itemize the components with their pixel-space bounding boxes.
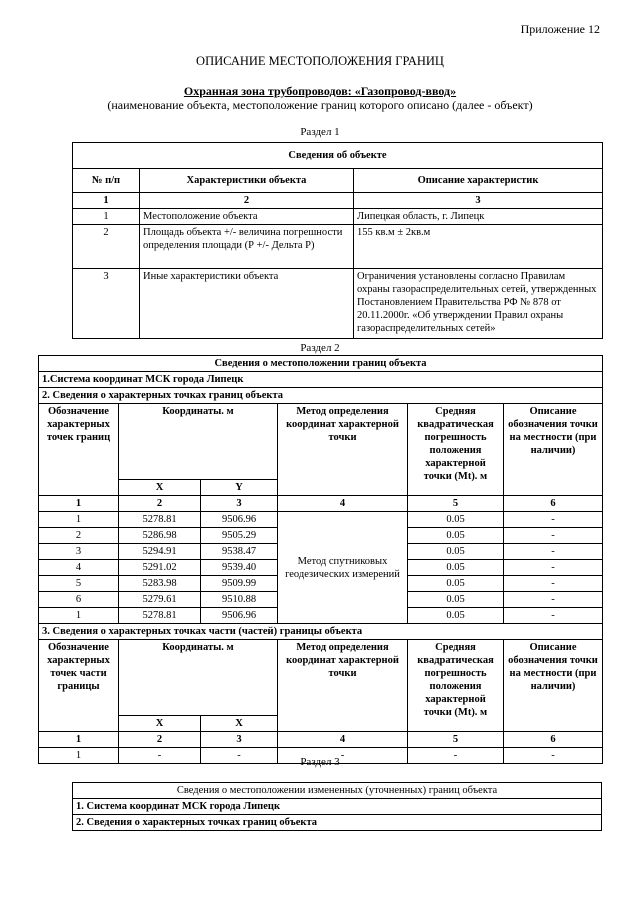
col-number: 4 bbox=[278, 732, 408, 748]
point-description: - bbox=[504, 560, 603, 576]
header-coords: Координаты. м bbox=[119, 640, 278, 716]
section3-heading: Раздел 3 bbox=[300, 756, 340, 768]
points-section-title: 2. Сведения о характерных точках границ объекта bbox=[39, 388, 603, 404]
row-value: Липецкая область, г. Липецк bbox=[354, 209, 603, 225]
header-description: Описание обозначения точки на местности (при наличии) bbox=[504, 404, 603, 496]
coordinate-system: 1.Система координат МСК города Липецк bbox=[39, 372, 603, 388]
point-x: 5278.81 bbox=[119, 608, 201, 624]
point-y: 9505.29 bbox=[201, 528, 278, 544]
point-number: 6 bbox=[39, 592, 119, 608]
header-y: Y bbox=[201, 480, 278, 496]
header-method: Метод определения координат характерной точки bbox=[278, 640, 408, 732]
section1-heading: Раздел 1 bbox=[300, 126, 340, 138]
page-title: ОПИСАНИЕ МЕСТОПОЛОЖЕНИЯ ГРАНИЦ bbox=[196, 54, 444, 68]
table-row bbox=[73, 225, 603, 269]
row-number: 1 bbox=[73, 209, 140, 225]
point-accuracy: 0.05 bbox=[408, 576, 504, 592]
boundaries-table bbox=[38, 355, 603, 764]
part-method: - bbox=[278, 748, 408, 764]
point-y: 9510.88 bbox=[201, 592, 278, 608]
point-y: 9506.96 bbox=[201, 608, 278, 624]
point-y: 9506.96 bbox=[201, 512, 278, 528]
col-number: 3 bbox=[201, 496, 278, 512]
header-y: X bbox=[201, 716, 278, 732]
col-number: 3 bbox=[354, 193, 603, 209]
row-name: Иные характеристики объекта bbox=[140, 269, 354, 339]
header-x: X bbox=[119, 716, 201, 732]
boundaries-title: Сведения о местоположении границ объекта bbox=[39, 356, 603, 372]
row-number: 3 bbox=[73, 269, 140, 339]
row-number: 2 bbox=[73, 225, 140, 269]
point-accuracy: 0.05 bbox=[408, 608, 504, 624]
row-name: Площадь объекта +/- величина погрешности определения площади (Р +/- Дельта Р) bbox=[140, 225, 354, 269]
point-number: 1 bbox=[39, 608, 119, 624]
col-number: 2 bbox=[119, 496, 201, 512]
point-number: 3 bbox=[39, 544, 119, 560]
table-row bbox=[73, 209, 603, 225]
header-point-parts: Обозначение характерных точек части границы bbox=[39, 640, 119, 732]
changed-boundaries-table bbox=[72, 782, 602, 831]
col-number: 3 bbox=[201, 732, 278, 748]
header-x: X bbox=[119, 480, 201, 496]
point-description: - bbox=[504, 512, 603, 528]
part-description: - bbox=[504, 748, 603, 764]
col-number: 1 bbox=[39, 732, 119, 748]
point-x: 5283.98 bbox=[119, 576, 201, 592]
object-info-title: Сведения об объекте bbox=[73, 143, 603, 169]
col-number: 1 bbox=[39, 496, 119, 512]
point-x: 5291.02 bbox=[119, 560, 201, 576]
object-caption: (наименование объекта, местоположение границ которого описано (далее - объект) bbox=[107, 98, 533, 112]
point-accuracy: 0.05 bbox=[408, 592, 504, 608]
object-info-table bbox=[72, 142, 603, 339]
col-number: 2 bbox=[140, 193, 354, 209]
header-coords: Координаты. м bbox=[119, 404, 278, 480]
part-y: - bbox=[201, 748, 278, 764]
col-header-number: № п/п bbox=[73, 169, 140, 193]
point-description: - bbox=[504, 528, 603, 544]
point-description: - bbox=[504, 576, 603, 592]
point-number: 2 bbox=[39, 528, 119, 544]
point-accuracy: 0.05 bbox=[408, 528, 504, 544]
point-accuracy: 0.05 bbox=[408, 560, 504, 576]
header-description: Описание обозначения точки на местности (при наличии) bbox=[504, 640, 603, 732]
table-row bbox=[39, 512, 603, 528]
point-description: - bbox=[504, 544, 603, 560]
col-header-characteristics: Характеристики объекта bbox=[140, 169, 354, 193]
row-value: 155 кв.м ± 2кв.м bbox=[354, 225, 603, 269]
part-accuracy: - bbox=[408, 748, 504, 764]
header-accuracy: Средняя квадратическая погрешность положения характерной точки (Mt). м bbox=[408, 404, 504, 496]
coordinate-system: 1. Система координат МСК города Липецк bbox=[73, 799, 602, 815]
point-x: 5294.91 bbox=[119, 544, 201, 560]
point-x: 5286.98 bbox=[119, 528, 201, 544]
col-number: 5 bbox=[408, 496, 504, 512]
header-accuracy: Средняя квадратическая погрешность положения характерной точки (Mt). м bbox=[408, 640, 504, 732]
row-name: Местоположение объекта bbox=[140, 209, 354, 225]
point-number: 1 bbox=[39, 512, 119, 528]
col-number: 6 bbox=[504, 496, 603, 512]
header-point: Обозначение характерных точек границ bbox=[39, 404, 119, 496]
points-section-title: 2. Сведения о характерных точках границ объекта bbox=[73, 815, 602, 831]
col-number: 6 bbox=[504, 732, 603, 748]
part-number: 1 bbox=[39, 748, 119, 764]
header-method: Метод определения координат характерной точки bbox=[278, 404, 408, 496]
point-y: 9538.47 bbox=[201, 544, 278, 560]
col-header-description: Описание характеристик bbox=[354, 169, 603, 193]
point-x: 5279.61 bbox=[119, 592, 201, 608]
point-y: 9539.40 bbox=[201, 560, 278, 576]
method-value: Метод спутниковых геодезических измерений bbox=[278, 512, 408, 624]
col-number: 5 bbox=[408, 732, 504, 748]
point-accuracy: 0.05 bbox=[408, 544, 504, 560]
point-number: 4 bbox=[39, 560, 119, 576]
col-number: 2 bbox=[119, 732, 201, 748]
point-description: - bbox=[504, 608, 603, 624]
changed-boundaries-title: Сведения о местоположении измененных (уточненных) границ объекта bbox=[73, 783, 602, 799]
point-description: - bbox=[504, 592, 603, 608]
row-value: Ограничения установлены согласно Правилам охраны газораспределительных сетей, утвержденных Постановлением Правительства РФ № 878 от 20.11.2000г. «Об утверждении Правил охраны газораспределительных сетей» bbox=[354, 269, 603, 339]
col-number: 4 bbox=[278, 496, 408, 512]
point-number: 5 bbox=[39, 576, 119, 592]
col-number: 1 bbox=[73, 193, 140, 209]
parts-section-title: 3. Сведения о характерных точках части (частей) границы объекта bbox=[39, 624, 603, 640]
part-x: - bbox=[119, 748, 201, 764]
section2-heading: Раздел 2 bbox=[300, 342, 340, 354]
point-x: 5278.81 bbox=[119, 512, 201, 528]
appendix-label: Приложение 12 bbox=[520, 22, 600, 36]
table-row bbox=[73, 269, 603, 339]
object-name: Охранная зона трубопроводов: «Газопровод-ввод» bbox=[183, 84, 457, 98]
point-y: 9509.99 bbox=[201, 576, 278, 592]
point-accuracy: 0.05 bbox=[408, 512, 504, 528]
